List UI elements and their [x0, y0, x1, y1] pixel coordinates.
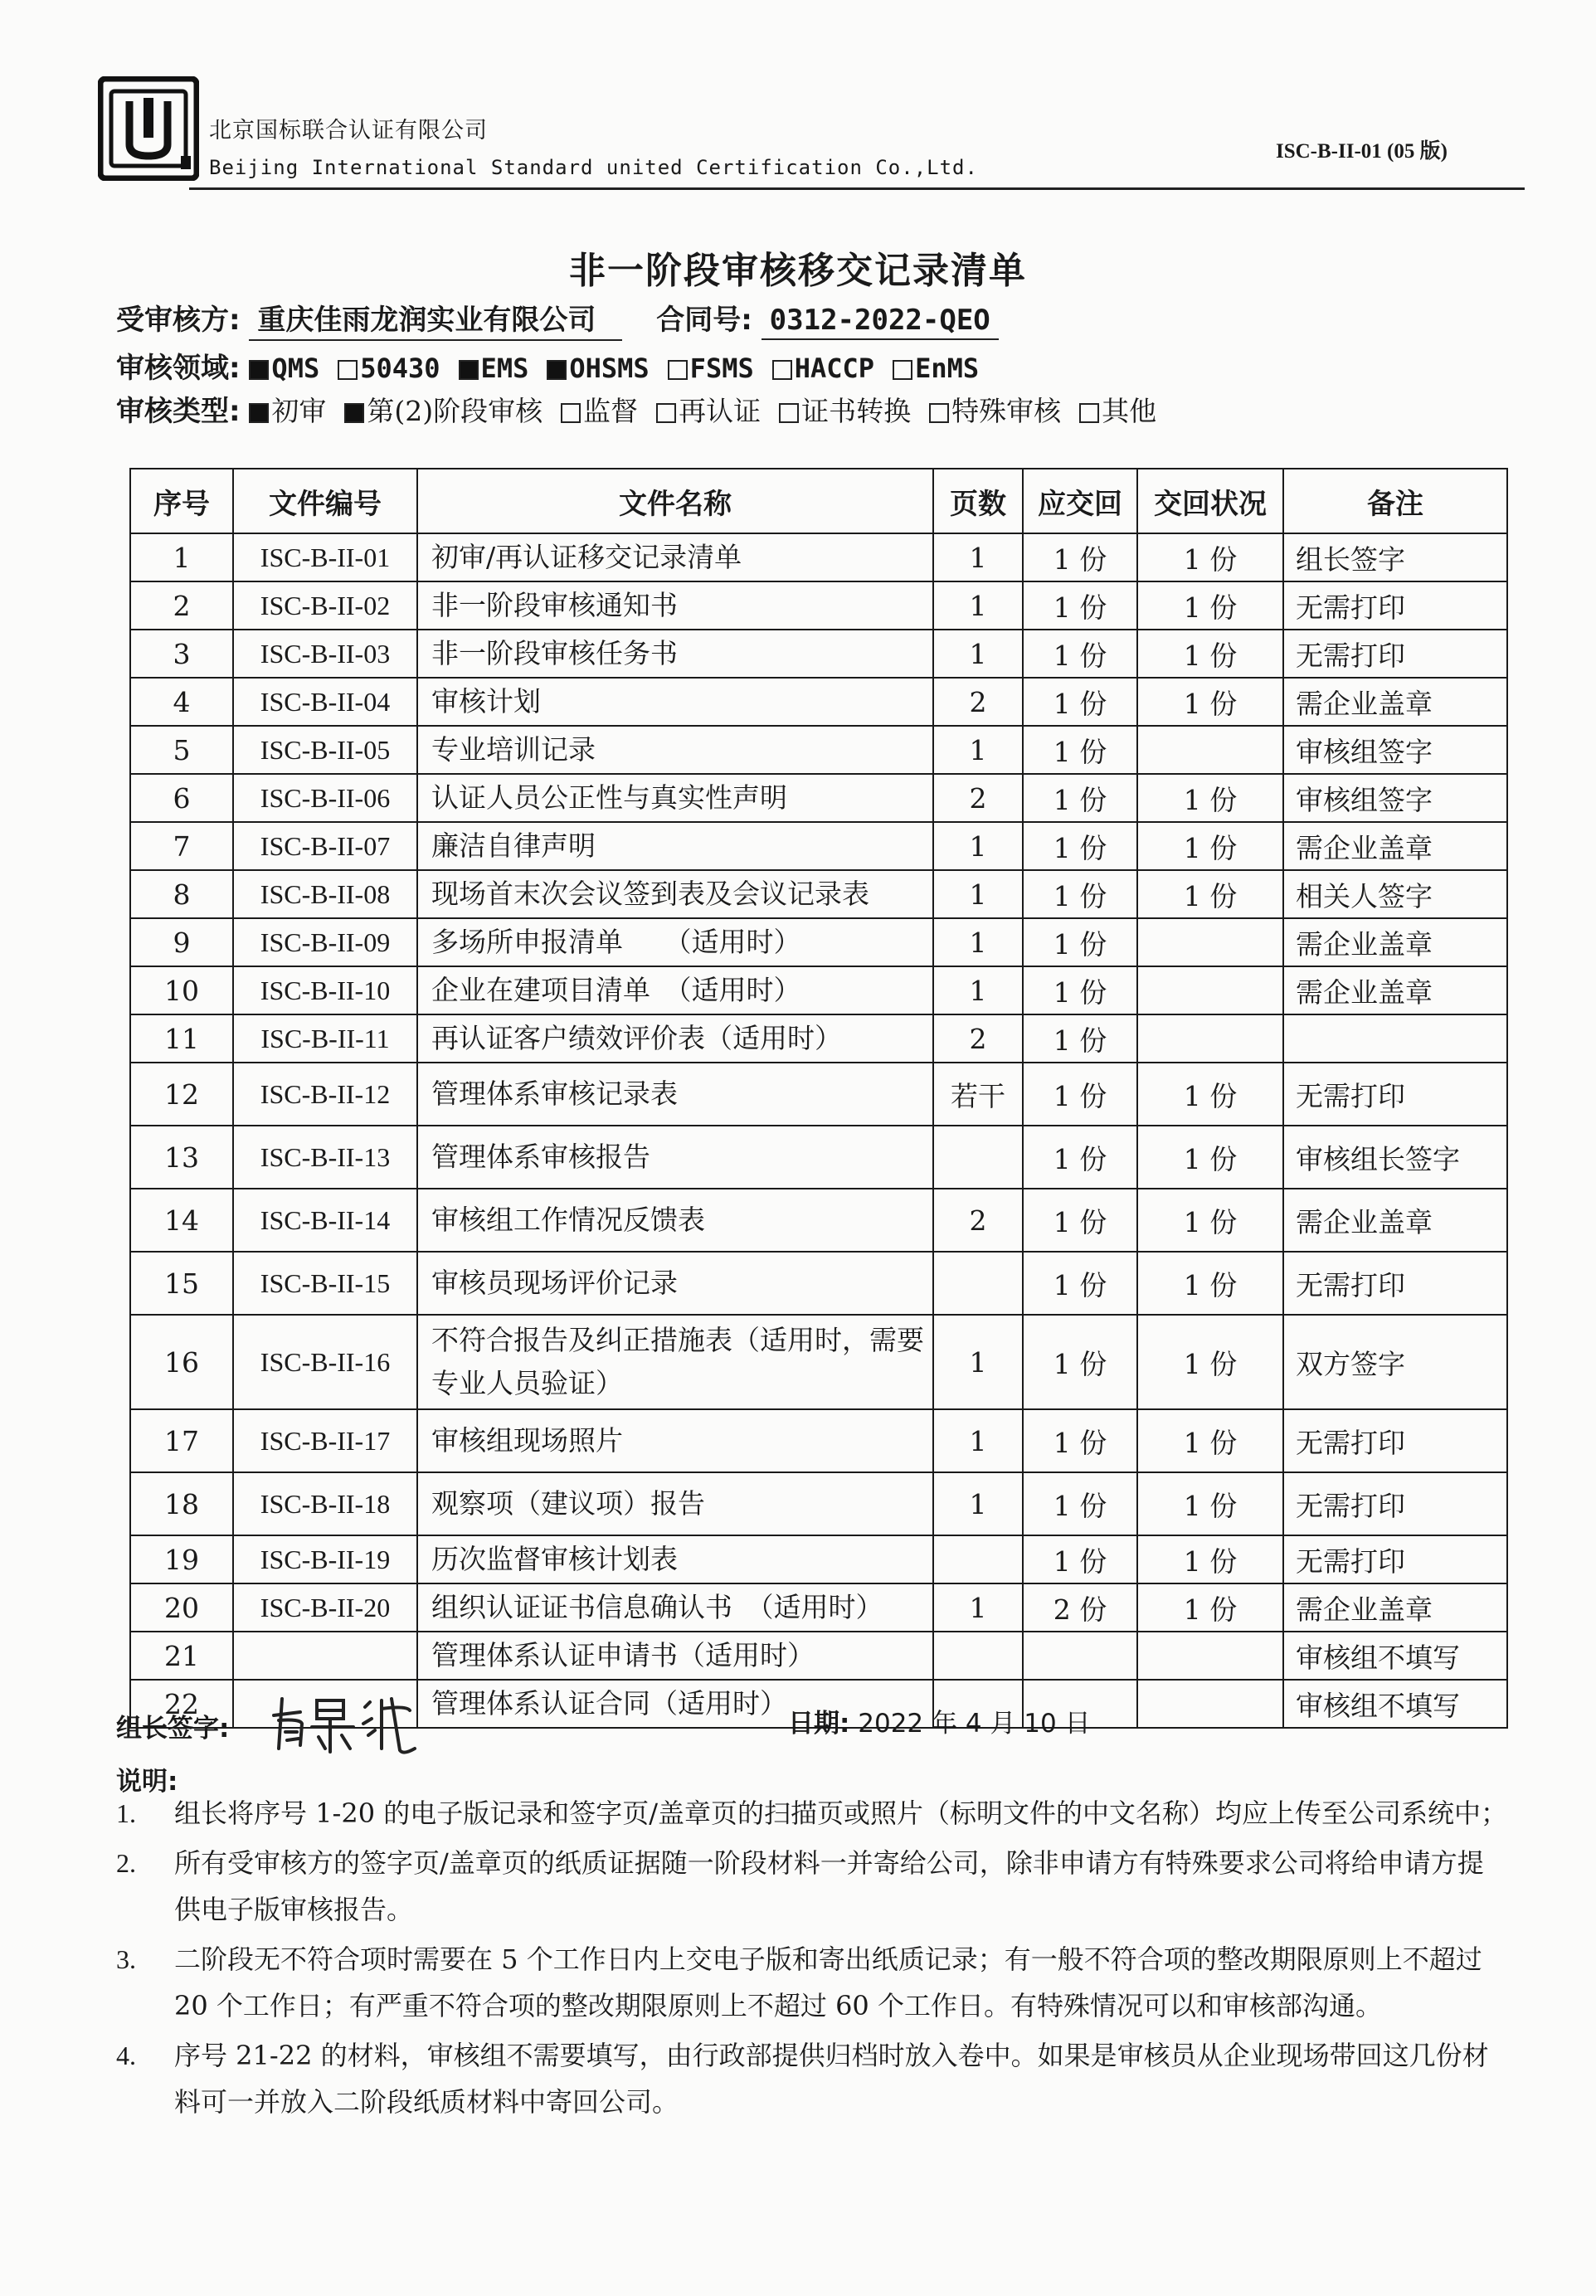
option-label: 再认证: [679, 395, 762, 427]
cell-due: 1 份: [1023, 1535, 1137, 1583]
option-label: 特殊审核: [951, 395, 1062, 427]
option-label: OHSMS: [569, 353, 650, 384]
cell-remark: 需企业盖章: [1283, 1189, 1507, 1252]
cell-pages: 2: [933, 1014, 1023, 1063]
cell-name: 廉洁自律声明: [417, 822, 933, 870]
unchecked-box-icon: [668, 360, 688, 380]
option-label: EnMS: [915, 353, 980, 384]
audit-type-line: [116, 388, 1175, 429]
cell-name: 审核组现场照片: [417, 1409, 933, 1472]
cell-due: 1 份: [1023, 1252, 1137, 1315]
cell-returned: 1 份: [1137, 1472, 1283, 1535]
cell-code: ISC-B-II-18: [233, 1472, 417, 1535]
table-row: [130, 918, 1507, 966]
cell-remark: 审核组签字: [1283, 774, 1507, 822]
unchecked-box-icon: [338, 360, 358, 380]
cell-no: 14: [130, 1189, 233, 1252]
cell-code: ISC-B-II-06: [233, 774, 417, 822]
table-row: [130, 1014, 1507, 1063]
audit-type-options: [249, 395, 1175, 428]
table-row: [130, 1315, 1507, 1409]
cell-due: 1 份: [1023, 678, 1137, 726]
option-label: QMS: [271, 353, 320, 384]
leader-signature-label: 组长签字:: [116, 1714, 230, 1744]
cell-no: 13: [130, 1126, 233, 1189]
note-text: 所有受审核方的签字页/盖章页的纸质证据随一阶段材料一并寄给公司，除非申请方有特殊要求公司将给申请方提供电子版审核报告。: [174, 1847, 1484, 1925]
cell-remark: 无需打印: [1283, 630, 1507, 678]
contract-value: 0312-2022-QEO: [762, 304, 999, 340]
cell-returned: [1137, 918, 1283, 966]
cell-no: 20: [130, 1583, 233, 1632]
cell-name: 认证人员公正性与真实性声明: [417, 774, 933, 822]
cell-pages: 1: [933, 1409, 1023, 1472]
cell-code: ISC-B-II-05: [233, 726, 417, 774]
cell-remark: 需企业盖章: [1283, 918, 1507, 966]
cell-name: 企业在建项目清单 （适用时）: [417, 966, 933, 1014]
cell-remark: 无需打印: [1283, 1252, 1507, 1315]
cell-no: 5: [130, 726, 233, 774]
cell-pages: 1: [933, 966, 1023, 1014]
table-row: [130, 533, 1507, 581]
cell-returned: 1 份: [1137, 1535, 1283, 1583]
cell-code: ISC-B-II-10: [233, 966, 417, 1014]
option-5: [929, 390, 1061, 429]
cell-no: 9: [130, 918, 233, 966]
cell-due: 2 份: [1023, 1583, 1137, 1632]
cell-due: 1 份: [1023, 533, 1137, 581]
contract-label: 合同号:: [656, 304, 752, 337]
document-code: ISC-B-II-01 (05 版): [1276, 140, 1448, 163]
cell-remark: 双方签字: [1283, 1315, 1507, 1409]
cell-remark: 审核组长签字: [1283, 1126, 1507, 1189]
note-number: 3.: [116, 1944, 136, 1974]
unchecked-box-icon: [779, 403, 799, 423]
note-text: 组长将序号 1-20 的电子版记录和签字页/盖章页的扫描页或照片（标明文件的中文名称）均应上传至公司系统中；: [174, 1797, 1508, 1829]
cell-returned: [1137, 1014, 1283, 1063]
cell-name: 现场首末次会议签到表及会议记录表: [417, 870, 933, 918]
option-label: 初审: [271, 395, 327, 427]
cell-code: ISC-B-II-01: [233, 533, 417, 581]
table-row: [130, 630, 1507, 678]
cell-returned: 1 份: [1137, 1409, 1283, 1472]
table-row: [130, 1189, 1507, 1252]
cell-no: 18: [130, 1472, 233, 1535]
note-item: [116, 1840, 1510, 1933]
cell-returned: 1 份: [1137, 1315, 1283, 1409]
cell-due: 1 份: [1023, 1472, 1137, 1535]
cell-name: 历次监督审核计划表: [417, 1535, 933, 1583]
checked-box-icon: [547, 360, 567, 380]
cell-code: ISC-B-II-02: [233, 581, 417, 630]
cell-pages: 2: [933, 678, 1023, 726]
company-name-cn: 北京国标联合认证有限公司: [209, 118, 488, 144]
cell-name: 观察项（建议项）报告: [417, 1472, 933, 1535]
table-row: [130, 1632, 1507, 1680]
table-row: [130, 1583, 1507, 1632]
cell-returned: 1 份: [1137, 1189, 1283, 1252]
cell-code: ISC-B-II-11: [233, 1014, 417, 1063]
audit-field-options: [249, 352, 997, 385]
cell-no: 2: [130, 581, 233, 630]
cell-returned: 1 份: [1137, 774, 1283, 822]
col-header-returned: 交回状况: [1137, 469, 1283, 533]
unchecked-box-icon: [656, 403, 676, 423]
cell-no: 6: [130, 774, 233, 822]
page-title: 非一阶段审核移交记录清单: [569, 250, 1027, 292]
cell-due: 1 份: [1023, 1014, 1137, 1063]
option-label: 监督: [583, 395, 639, 427]
cell-remark: 无需打印: [1283, 581, 1507, 630]
col-header-code: 文件编号: [233, 469, 417, 533]
option-5: [772, 352, 874, 385]
auditee-line: [116, 297, 999, 341]
cell-code: ISC-B-II-08: [233, 870, 417, 918]
cell-pages: [933, 1535, 1023, 1583]
cell-no: 1: [130, 533, 233, 581]
cell-no: 3: [130, 630, 233, 678]
unchecked-box-icon: [893, 360, 912, 380]
date-value: 2022 年 4 月 10 日: [858, 1709, 1091, 1739]
cell-due: 1 份: [1023, 726, 1137, 774]
cell-name: 非一阶段审核通知书: [417, 581, 933, 630]
note-text: 序号 21-22 的材料，审核组不需要填写，由行政部提供归档时放入卷中。如果是审核员从企业现场带回这几份材料可一并放入二阶段纸质材料中寄回公司。: [174, 2040, 1489, 2118]
cell-remark: 无需打印: [1283, 1535, 1507, 1583]
cell-code: ISC-B-II-07: [233, 822, 417, 870]
cell-due: [1023, 1632, 1137, 1680]
cell-remark: 需企业盖章: [1283, 966, 1507, 1014]
cell-returned: 1 份: [1137, 630, 1283, 678]
col-header-due: 应交回: [1023, 469, 1137, 533]
cell-pages: 1: [933, 581, 1023, 630]
cell-due: 1 份: [1023, 1189, 1137, 1252]
checked-box-icon: [249, 403, 269, 423]
handover-records-table: [129, 468, 1508, 1729]
table-row: [130, 966, 1507, 1014]
cell-name: 再认证客户绩效评价表（适用时）: [417, 1014, 933, 1063]
audit-field-label: 审核领域:: [116, 352, 241, 385]
table-header-row: [130, 469, 1507, 533]
option-0: [249, 390, 326, 429]
cell-no: 19: [130, 1535, 233, 1583]
cell-due: 1 份: [1023, 870, 1137, 918]
table-row: [130, 774, 1507, 822]
cell-no: 21: [130, 1632, 233, 1680]
note-number: 1.: [116, 1798, 136, 1828]
cell-due: 1 份: [1023, 1063, 1137, 1126]
note-number: 2.: [116, 1848, 136, 1878]
cell-no: 12: [130, 1063, 233, 1126]
note-text: 二阶段无不符合项时需要在 5 个工作日内上交电子版和寄出纸质记录；有一般不符合项的整改期限原则上不超过 20 个工作日；有严重不符合项的整改期限原则上不超过 60 个工作日。有特殊情况可以和审核部沟通。: [174, 1943, 1482, 2021]
option-1: [338, 352, 440, 385]
cell-pages: [933, 1252, 1023, 1315]
option-4: [779, 390, 911, 429]
cell-returned: [1137, 726, 1283, 774]
unchecked-box-icon: [772, 360, 792, 380]
cell-remark: [1283, 1014, 1507, 1063]
option-2: [459, 352, 529, 385]
cell-code: ISC-B-II-12: [233, 1063, 417, 1126]
header-divider: [189, 187, 1525, 190]
col-header-no: 序号: [130, 469, 233, 533]
cell-returned: 1 份: [1137, 870, 1283, 918]
cell-due: 1 份: [1023, 918, 1137, 966]
option-6: [893, 352, 979, 385]
note-item: [116, 2032, 1510, 2125]
cell-due: 1 份: [1023, 630, 1137, 678]
audit-type-label: 审核类型:: [116, 395, 241, 428]
cell-returned: 1 份: [1137, 678, 1283, 726]
option-0: [249, 352, 319, 385]
option-3: [547, 352, 649, 385]
handwritten-signature: [267, 1690, 425, 1757]
note-item: [116, 1790, 1510, 1836]
option-label: 第(2)阶段审核: [367, 395, 543, 427]
cell-code: ISC-B-II-13: [233, 1126, 417, 1189]
cell-remark: 需企业盖章: [1283, 1583, 1507, 1632]
table-row: [130, 1063, 1507, 1126]
cell-due: 1 份: [1023, 1126, 1137, 1189]
cell-name: 审核员现场评价记录: [417, 1252, 933, 1315]
cell-code: ISC-B-II-03: [233, 630, 417, 678]
cell-code: ISC-B-II-16: [233, 1315, 417, 1409]
cell-due: 1 份: [1023, 822, 1137, 870]
table-row: [130, 870, 1507, 918]
cell-pages: 1: [933, 726, 1023, 774]
table-row: [130, 822, 1507, 870]
cell-pages: 2: [933, 774, 1023, 822]
option-label: 证书转换: [801, 395, 912, 427]
date-label: 日期:: [788, 1709, 850, 1739]
cell-code: ISC-B-II-17: [233, 1409, 417, 1472]
cell-no: 8: [130, 870, 233, 918]
cell-remark: 相关人签字: [1283, 870, 1507, 918]
cell-due: 1 份: [1023, 581, 1137, 630]
cell-due: 1 份: [1023, 774, 1137, 822]
cell-pages: 1: [933, 1315, 1023, 1409]
date-row: [788, 1702, 1091, 1739]
col-header-remark: 备注: [1283, 469, 1507, 533]
cell-name: 初审/再认证移交记录清单: [417, 533, 933, 581]
cell-name: 审核组工作情况反馈表: [417, 1189, 933, 1252]
table-row: [130, 678, 1507, 726]
option-label: EMS: [480, 353, 529, 384]
option-label: 其他: [1102, 395, 1157, 427]
cell-remark: 审核组不填写: [1283, 1632, 1507, 1680]
cell-remark: 审核组不填写: [1283, 1680, 1507, 1728]
cell-returned: 1 份: [1137, 1583, 1283, 1632]
option-label: FSMS: [689, 353, 754, 384]
table-row: [130, 1535, 1507, 1583]
option-4: [668, 352, 754, 385]
cell-remark: 审核组签字: [1283, 726, 1507, 774]
table-row: [130, 1472, 1507, 1535]
table-row: [130, 581, 1507, 630]
auditee-label: 受审核方:: [116, 304, 241, 337]
cell-code: ISC-B-II-15: [233, 1252, 417, 1315]
cell-remark: 无需打印: [1283, 1409, 1507, 1472]
cell-pages: 1: [933, 630, 1023, 678]
checked-box-icon: [344, 403, 364, 423]
auditee-value: 重庆佳雨龙润实业有限公司: [249, 297, 622, 341]
cell-code: ISC-B-II-09: [233, 918, 417, 966]
audit-field-line: [116, 345, 997, 386]
checked-box-icon: [249, 360, 269, 380]
cell-name: 多场所申报清单 （适用时）: [417, 918, 933, 966]
cell-code: ISC-B-II-20: [233, 1583, 417, 1632]
cell-returned: 1 份: [1137, 822, 1283, 870]
option-label: HACCP: [794, 353, 875, 384]
cell-no: 16: [130, 1315, 233, 1409]
option-2: [561, 390, 638, 429]
cell-pages: 1: [933, 822, 1023, 870]
table-row: [130, 1252, 1507, 1315]
unchecked-box-icon: [561, 403, 581, 423]
cell-pages: 1: [933, 918, 1023, 966]
option-6: [1079, 390, 1156, 429]
cell-returned: 1 份: [1137, 1252, 1283, 1315]
cell-code: ISC-B-II-19: [233, 1535, 417, 1583]
unchecked-box-icon: [929, 403, 949, 423]
cell-due: 1 份: [1023, 966, 1137, 1014]
cell-pages: 1: [933, 1472, 1023, 1535]
cell-name: 专业培训记录: [417, 726, 933, 774]
cell-due: 1 份: [1023, 1315, 1137, 1409]
cell-due: 1 份: [1023, 1409, 1137, 1472]
company-name-en: Beijing International Standard united Certification Co.,Ltd.: [209, 156, 978, 179]
cell-pages: 2: [933, 1189, 1023, 1252]
cell-no: 17: [130, 1409, 233, 1472]
cell-remark: 需企业盖章: [1283, 822, 1507, 870]
table-row: [130, 726, 1507, 774]
cell-no: 4: [130, 678, 233, 726]
cell-no: 15: [130, 1252, 233, 1315]
cell-remark: 组长签字: [1283, 533, 1507, 581]
cell-returned: [1137, 966, 1283, 1014]
cell-name: 非一阶段审核任务书: [417, 630, 933, 678]
table-row: [130, 1409, 1507, 1472]
cell-no: 11: [130, 1014, 233, 1063]
cell-name: 管理体系审核报告: [417, 1126, 933, 1189]
cell-returned: 1 份: [1137, 581, 1283, 630]
checked-box-icon: [459, 360, 479, 380]
cell-pages: 1: [933, 533, 1023, 581]
cell-pages: 若干: [933, 1063, 1023, 1126]
notes-title: 说明:: [116, 1767, 178, 1797]
cell-remark: 无需打印: [1283, 1472, 1507, 1535]
table-row: [130, 1126, 1507, 1189]
cell-remark: 无需打印: [1283, 1063, 1507, 1126]
cell-name: 管理体系认证申请书（适用时）: [417, 1632, 933, 1680]
cell-returned: 1 份: [1137, 533, 1283, 581]
cell-code: ISC-B-II-04: [233, 678, 417, 726]
cell-no: 22: [130, 1680, 233, 1728]
col-header-pages: 页数: [933, 469, 1023, 533]
cell-name: 管理体系审核记录表: [417, 1063, 933, 1126]
cell-no: 10: [130, 966, 233, 1014]
option-1: [344, 390, 543, 429]
cell-returned: [1137, 1680, 1283, 1728]
cell-pages: [933, 1126, 1023, 1189]
cell-pages: 1: [933, 1583, 1023, 1632]
cell-name: 审核计划: [417, 678, 933, 726]
unchecked-box-icon: [1079, 403, 1099, 423]
cell-pages: [933, 1632, 1023, 1680]
cell-remark: 需企业盖章: [1283, 678, 1507, 726]
note-number: 4.: [116, 2041, 136, 2070]
cell-code: ISC-B-II-14: [233, 1189, 417, 1252]
cell-name: 组织认证证书信息确认书 （适用时）: [417, 1583, 933, 1632]
option-label: 50430: [360, 353, 440, 384]
cell-returned: 1 份: [1137, 1126, 1283, 1189]
cell-name: 不符合报告及纠正措施表（适用时，需要专业人员验证）: [417, 1315, 933, 1409]
option-3: [656, 390, 761, 429]
note-item: [116, 1936, 1510, 2029]
col-header-name: 文件名称: [417, 469, 933, 533]
cell-returned: [1137, 1632, 1283, 1680]
company-logo: [98, 76, 199, 181]
cell-name: 管理体系认证合同（适用时）: [417, 1680, 933, 1728]
cell-code: [233, 1632, 417, 1680]
notes-list: [116, 1790, 1510, 2128]
cell-returned: 1 份: [1137, 1063, 1283, 1126]
cell-pages: 1: [933, 870, 1023, 918]
cell-no: 7: [130, 822, 233, 870]
